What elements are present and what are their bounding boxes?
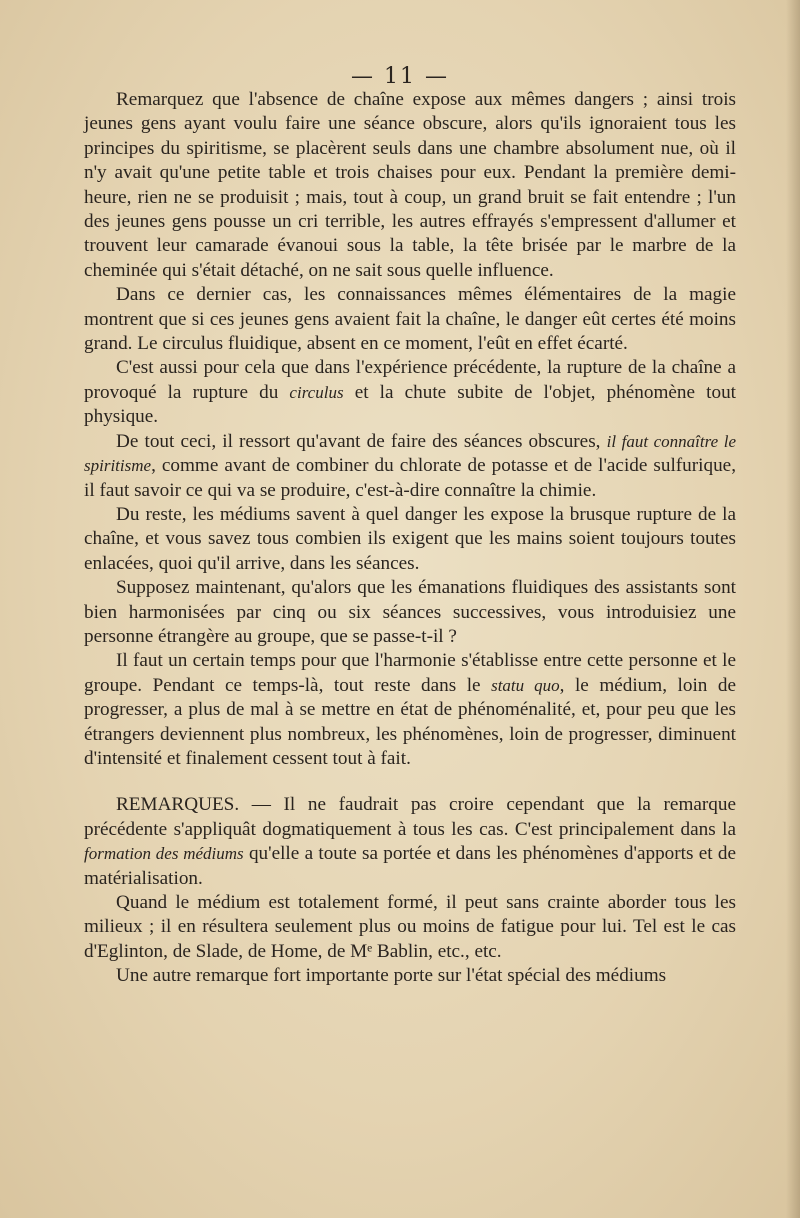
text-run: C'est aussi pour cela que dans l'expérience précédente, la rupture de la chaîne a provoqué la rupture du (84, 357, 736, 403)
paragraph (84, 793, 736, 891)
text-run: De tout ceci, il ressort qu'avant de faire des séances obscures, (116, 430, 607, 452)
text-run: et la chute subite de l'objet, phénomène tout physique. (84, 381, 736, 428)
text-run: qu'elle a toute sa portée et dans les phénomènes d'apports et de matérialisation. (84, 843, 736, 889)
italic-phrase: formation des médiums (84, 844, 244, 864)
text-run: Quand le médium est totalement formé, il peut sans crainte aborder tous les milieux ; il en résultera seulement plus ou moins de fatigue pour lui. Tel est le cas d'Eglinton, de Slade, de Home, de Mᵉ Bablin, etc., etc. (84, 892, 736, 962)
paragraph (84, 283, 736, 356)
paragraph (84, 649, 736, 771)
text-run: , le médium, loin de progresser, a plus de mal à se mettre en état de phénoménalité, et, pour peu que les étrangers deviennent plus nombreux, les phénomènes, loin de progresser, diminuent d'intensité et finalement cessent tout à fait. (84, 674, 737, 769)
body-text (84, 88, 736, 989)
text-run: Dans ce dernier cas, les connaissances mêmes élémentaires de la magie montrent que si ces jeunes gens avaient fait la chaîne, le danger eût certes été moins grand. Le circulus fluidique, absent en ce moment, l'eût en effet écarté. (84, 284, 736, 355)
paragraph (84, 430, 736, 503)
paragraph (84, 964, 736, 988)
text-run: , comme avant de combiner du chlorate de potasse et de l'acide sulfurique, il faut savoir ce qui va se produire, c'est-à-dire connaître la chimie. (84, 455, 736, 501)
italic-phrase: circulus (289, 382, 344, 402)
paragraph (84, 356, 736, 429)
paragraph (84, 503, 736, 576)
paragraph (84, 891, 736, 964)
text-run: Remarquez que l'absence de chaîne expose aux mêmes dangers ; ainsi trois jeunes gens ayant voulu faire une séance obscure, alors qu'ils ignoraient tous les principes du spiritisme, se placèrent seuls dans une chambre absolument nue, où il n'y avait qu'une petite table et trois chaises pour eux. Pendant la première demi-heure, rien ne se produisit ; mais, tout à coup, un grand bruit se fait entendre ; l'un des jeunes gens pousse un cri terrible, les autres effrayés s'empressent d'allumer et trouvent leur camarade évanoui sous la table, la tête brisée par le marbre de la cheminée qui s'était détaché, on ne sait sous quelle influence. (84, 89, 736, 281)
text-run: Du reste, les médiums savent à quel danger les expose la brusque rupture de la chaîne, et vous savez tous combien ils exigent que les mains soient toujours toutes enlacées, quoi qu'il arrive, dans les séances. (84, 503, 736, 574)
paragraph (84, 576, 736, 649)
text-run: REMARQUES. — Il ne faudrait pas croire cependant que la remarque précédente s'appliquât dogmatiquement à tous les cas. C'est principalement dans la (84, 794, 736, 840)
italic-phrase: statu quo (491, 675, 560, 695)
text-run: Une autre remarque fort importante porte sur l'état spécial des médiums (116, 965, 667, 987)
text-run: Supposez maintenant, qu'alors que les émanations fluidiques des assistants sont bien harmonisées par cinq ou six séances successives, vous introduisiez une personne étrangère au groupe, que se passe-t-il ? (84, 577, 736, 647)
paragraph (84, 88, 736, 283)
page-number: — 11 — (351, 64, 449, 89)
italic-phrase: il faut connaître le spiritisme (84, 431, 736, 476)
text-run: Il faut un certain temps pour que l'harmonie s'établisse entre cette personne et le groupe. Pendant ce temps-là, tout reste dans le (84, 650, 736, 696)
